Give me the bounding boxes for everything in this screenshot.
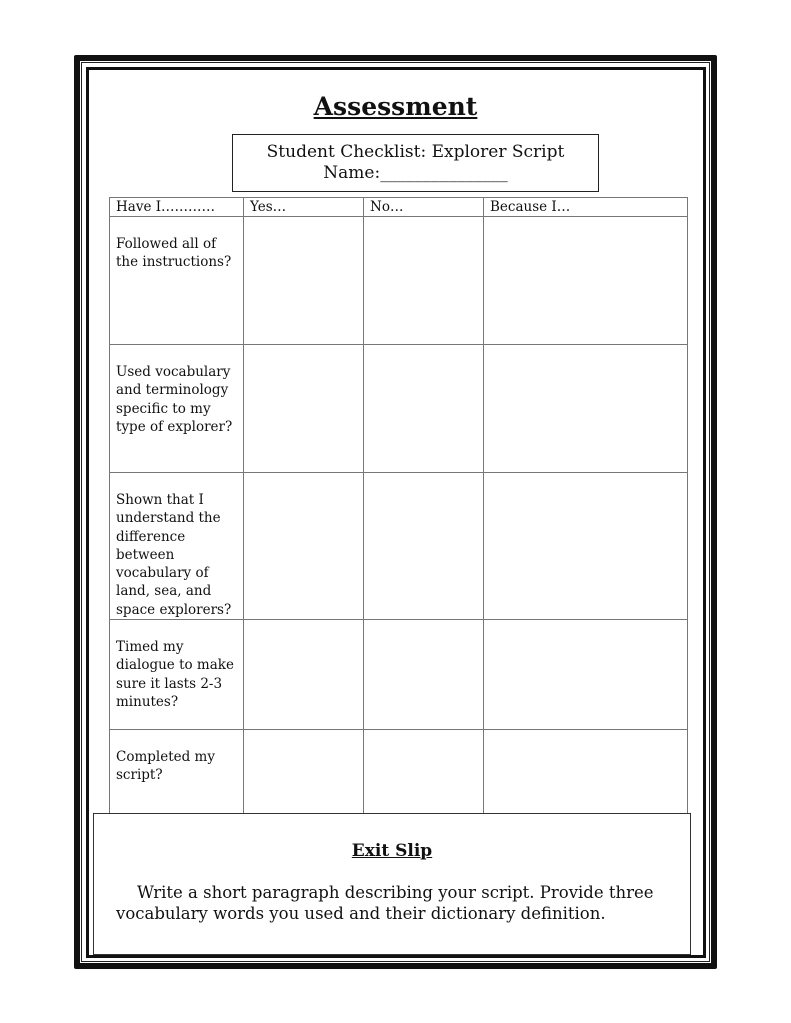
no-cell[interactable]: [364, 620, 484, 730]
column-header-no: No…: [364, 198, 484, 217]
because-cell[interactable]: [484, 620, 688, 730]
column-header-yes: Yes…: [244, 198, 364, 217]
checklist-table: [109, 197, 688, 822]
checklist-table-container: [109, 197, 687, 822]
no-cell[interactable]: [364, 345, 484, 473]
because-cell[interactable]: [484, 473, 688, 620]
yes-cell[interactable]: [244, 620, 364, 730]
yes-cell[interactable]: [244, 730, 364, 822]
exit-slip-instructions: Write a short paragraph describing your script. Provide three vocabulary words you used and their dictionary definition.: [116, 883, 654, 923]
table-row: [110, 473, 688, 620]
table-row: [110, 217, 688, 345]
table-row: [110, 730, 688, 822]
yes-cell[interactable]: [244, 473, 364, 620]
page-title: Assessment: [313, 92, 478, 121]
exit-slip-box: [93, 813, 691, 955]
name-field-label: Name:_______________: [323, 163, 508, 183]
checklist-title: Student Checklist: Explorer Script: [266, 142, 565, 162]
exit-slip-title: Exit Slip: [351, 841, 433, 861]
table-row: [110, 620, 688, 730]
no-cell[interactable]: [364, 730, 484, 822]
question-cell: Timed my dialogue to make sure it lasts 2-3 minutes?: [110, 620, 244, 730]
because-cell[interactable]: [484, 345, 688, 473]
because-cell[interactable]: [484, 730, 688, 822]
question-cell: Used vocabulary and terminology specific to my type of explorer?: [110, 345, 244, 473]
question-cell: Completed my script?: [110, 730, 244, 822]
no-cell[interactable]: [364, 473, 484, 620]
question-cell: Shown that I understand the difference between vocabulary of land, sea, and space explorers?: [110, 473, 244, 620]
column-header-have-i: Have I…………: [110, 198, 244, 217]
yes-cell[interactable]: [244, 345, 364, 473]
yes-cell[interactable]: [244, 217, 364, 345]
column-header-because: Because I…: [484, 198, 688, 217]
table-header-row: [110, 198, 688, 217]
checklist-header-box: [232, 134, 599, 192]
no-cell[interactable]: [364, 217, 484, 345]
because-cell[interactable]: [484, 217, 688, 345]
table-row: [110, 345, 688, 473]
question-cell: Followed all of the instructions?: [110, 217, 244, 345]
